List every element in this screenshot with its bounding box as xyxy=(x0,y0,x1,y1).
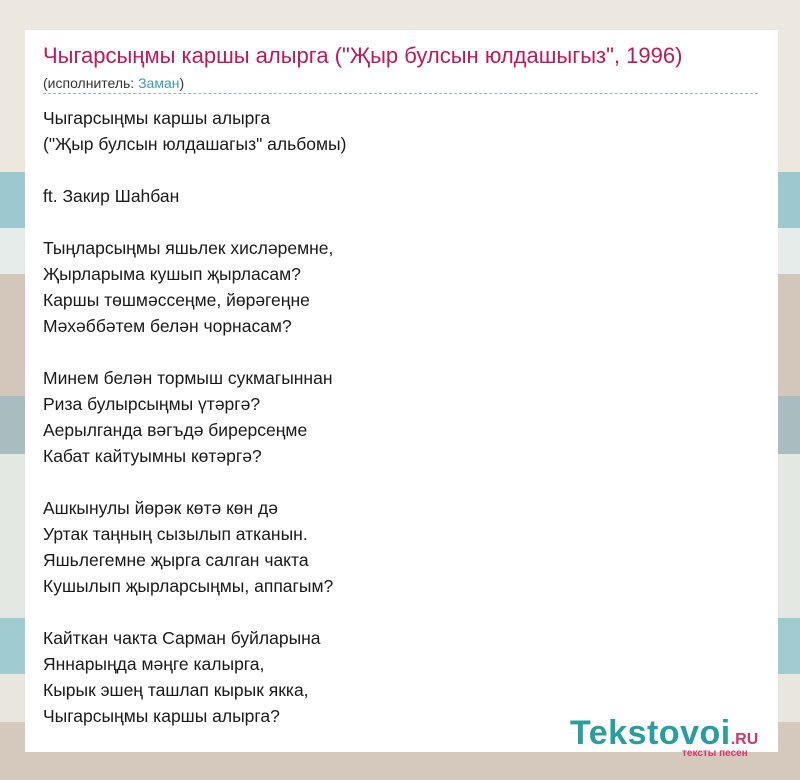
lyric-line: Чыгарсыңмы каршы алырга xyxy=(43,108,271,128)
lyric-line: Каршы төшмәссеңме, йөрәгеңне xyxy=(43,290,310,310)
page-title: Чыгарсыңмы каршы алырга ("Җыр булсын юлдашыгыз", 1996) xyxy=(43,43,683,68)
lyrics-text xyxy=(43,105,346,729)
lyric-line: Кушылып җырларсыңмы, аппагым? xyxy=(43,576,334,596)
lyrics-card xyxy=(25,30,778,759)
title-divider xyxy=(43,93,758,94)
lyric-line: Мәхәббәтем белән чорнасам? xyxy=(43,316,292,336)
logo-tld: .RU xyxy=(730,731,759,748)
lyric-blank xyxy=(43,599,346,625)
lyric-line: Кайткан чакта Сарман буйларына xyxy=(43,628,321,648)
lyric-line: Риза булырсыңмы үтәргә? xyxy=(43,394,261,414)
lyric-line: Аерылганда вәгъдә бирерсеңме xyxy=(43,420,308,440)
lyric-line: Яннарыңда мәңге калырга, xyxy=(43,654,265,674)
logo-tagline: тексты песен xyxy=(682,748,748,759)
performer-link[interactable]: Заман xyxy=(138,75,180,91)
site-logo[interactable] xyxy=(570,714,785,759)
lyric-line: Чыгарсыңмы каршы алырга? xyxy=(43,706,280,726)
lyric-line: ft. Закир Шаһбан xyxy=(43,186,180,206)
lyric-line: Минем белән тормыш сукмагыннан xyxy=(43,368,333,388)
lyric-blank xyxy=(43,209,346,235)
lyric-line: Җырларыма кушып җырласам? xyxy=(43,264,301,284)
performer-suffix: ) xyxy=(179,75,185,91)
lyric-line: Кырык эшең ташлап кырык якка, xyxy=(43,680,309,700)
lyric-line: Тыңларсыңмы яшьлек хисләремне, xyxy=(43,238,334,258)
lyric-blank xyxy=(43,469,346,495)
lyric-blank xyxy=(43,339,346,365)
performer-line xyxy=(43,74,184,92)
lyric-line: Кабат кайтуымны көтәргә? xyxy=(43,446,262,466)
lyric-line: Яшьлегемне җырга салган чакта xyxy=(43,550,309,570)
lyric-line: ("Җыр булсын юлдашагыз" альбомы) xyxy=(43,134,347,154)
lyric-blank xyxy=(43,157,346,183)
lyric-line: Уртак таңның сызылып атканын. xyxy=(43,524,308,544)
lyric-line: Ашкынулы йөрәк көтә көн дә xyxy=(43,498,278,518)
performer-prefix: (исполнитель: xyxy=(43,75,139,91)
logo-name: Tekstovoi xyxy=(570,714,731,752)
